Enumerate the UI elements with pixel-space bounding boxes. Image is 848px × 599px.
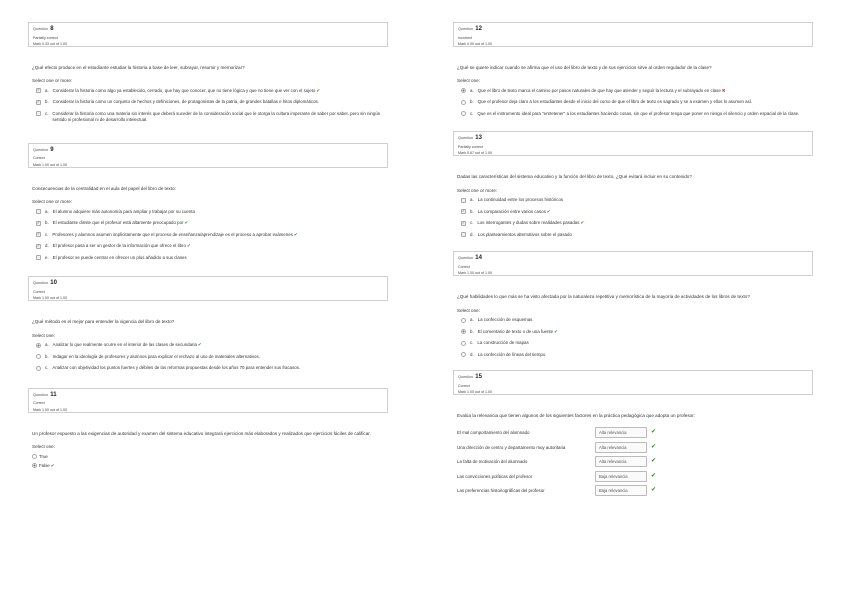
radio-selected[interactable] <box>461 329 466 334</box>
question-number: Question 8 <box>33 26 54 32</box>
question-14-prompt: Select one: <box>457 307 480 313</box>
question-10-prompt: Select one: <box>32 332 55 338</box>
question-11-text: Un profesor expuesto a las exigencias de autoridad y examen del sistema educativo integrará ejercicios más elaborados y realizados que ejercicios fáciles de calificar. <box>32 430 371 436</box>
correct-check-icon: ✔ <box>651 429 657 436</box>
question-14-text: ¿Qué habilidades lo que más se ha visto afectada por la naturaleza repetitiva y memorística de la mayoría de actividades de los libros de texto? <box>457 294 750 300</box>
question-grade: Mark 0.33 out of 1.00 <box>33 41 67 46</box>
question-state: Incorrect <box>458 35 472 40</box>
answer-true[interactable]: True <box>32 454 388 460</box>
relevance-select[interactable]: Alta relevancia <box>595 456 647 467</box>
radio[interactable] <box>461 111 466 116</box>
incorrect-cross-icon: ✖ <box>721 87 726 93</box>
question-number: Question 13 <box>458 135 482 142</box>
answer-option[interactable]: ✓ a. Considerar la historia como algo ya establecido, cerrado, que hay que conocer, que no tiene lógica y que no tiene que ver con el sujeto✔ <box>37 87 320 93</box>
answer-option[interactable]: ✓ b. La comparación entre varios casos✔ <box>462 208 551 214</box>
answer-option[interactable]: c. Considerar la historia como una materia sin interés que deberá suceder de la consideración social que le otorga la cultura imperante de saber por saber, pero sin ningún sentido ni profesional ni de desarrollo intelectual. <box>36 111 388 124</box>
question-8-answers <box>36 88 388 124</box>
correct-check-icon: ✔ <box>316 87 320 93</box>
answer-option[interactable]: a. La continuidad entre los procesos históricos <box>461 197 813 203</box>
question-14-answers <box>461 317 813 358</box>
question-13-info <box>453 131 813 156</box>
matching-row: Las preferencias historiográficas del profesor Baja relevancia ✔ <box>457 484 813 499</box>
question-10-info <box>28 276 388 301</box>
answer-option[interactable]: e. El profesor se puede centrar en ofrecer un plus añadido a sus clases <box>36 255 388 261</box>
radio-selected[interactable] <box>461 88 466 93</box>
question-number: Question 11 <box>33 391 57 398</box>
answer-false[interactable]: False✔ <box>32 463 388 469</box>
checkbox-checked[interactable]: ✓ <box>37 232 41 237</box>
question-15-text: Evalúa la relevancia que tienen algunos de los siguientes factores en la práctica pedagógica que adopta un profesor: <box>457 413 696 419</box>
question-8-prompt: Select one or more: <box>32 78 73 84</box>
question-number: Question 12 <box>458 26 482 32</box>
answer-option[interactable]: b. Que el profesor deja claro a los estudiantes desde el inicio del curso de que el libro de texto es sagrado y se a examen y ellos lo asumen así. <box>461 99 813 105</box>
correct-check-icon: ✔ <box>50 463 55 469</box>
question-12-info <box>453 22 813 47</box>
correct-check-icon: ✔ <box>554 328 558 334</box>
answer-option[interactable]: c. La construcción de mapas <box>461 340 813 346</box>
checkbox[interactable] <box>461 198 466 203</box>
correct-check-icon: ✔ <box>546 208 551 214</box>
question-grade: Mark 1.00 out of 1.00 <box>33 296 67 301</box>
answer-option[interactable]: b. El comentario de texto o de una fuente✔ <box>461 329 813 335</box>
matching-row: Las convicciones políticas del profesor Baja relevancia ✔ <box>457 469 813 484</box>
question-grade: Mark 0.67 out of 1.00 <box>458 151 492 156</box>
correct-check-icon: ✔ <box>184 220 189 226</box>
matching-row: Una dirección de centro y departamento muy autoritaria Alta relevancia ✔ <box>457 440 813 455</box>
right-column <box>453 22 813 498</box>
checkbox-checked[interactable]: ✓ <box>462 220 466 225</box>
question-8-info <box>28 22 388 47</box>
radio[interactable] <box>461 100 466 105</box>
question-grade: Mark 1.00 out of 1.00 <box>33 407 67 412</box>
question-10-answers <box>36 342 388 372</box>
correct-check-icon: ✔ <box>580 220 585 226</box>
question-13-prompt: Select one or more: <box>457 187 498 193</box>
answer-option[interactable]: b. Indagar en la ideología de profesores y alumnos para explicar el rechazo al uso de materiales alternativos. <box>36 354 388 360</box>
correct-check-icon: ✔ <box>651 472 657 479</box>
answer-option[interactable]: a. Que el libro de texto marca el camino por pasos naturales de que hay que atender y seguir la lectura y el subrayado en clase✖ <box>461 88 813 94</box>
checkbox-checked[interactable]: ✓ <box>37 243 41 248</box>
checkbox[interactable] <box>36 209 41 214</box>
checkbox-checked[interactable]: ✓ <box>37 220 41 225</box>
radio-selected[interactable] <box>32 463 37 468</box>
question-12-text: ¿Qué se quiere indicar cuando se afirma que el uso del libro de texto y de sus ejercicios sirve al orden regulador de la clase? <box>457 65 712 70</box>
question-grade: Mark 1.00 out of 1.00 <box>458 271 492 276</box>
correct-check-icon: ✔ <box>651 458 657 465</box>
answer-option[interactable]: a. Analizar lo que realmente ocurre en el interior de las clases de secundaria✔ <box>36 342 388 348</box>
relevance-select[interactable]: Alta relevancia <box>595 442 647 453</box>
question-state: Correct <box>458 264 470 269</box>
question-number: Question 10 <box>33 280 57 287</box>
question-11-prompt: Select one: <box>32 443 55 449</box>
question-state: Partially correct <box>458 144 483 149</box>
question-number: Question 14 <box>458 255 482 262</box>
answer-option[interactable]: c. Que es el instrumento ideal para "entretener" a los estudiantes haciendo cosas, sin que el profesor tenga que poner en riesgo el silencio y orden espacial de la clase. <box>461 111 813 117</box>
question-13-text: Dadas las características del sistema educativo y la función del libro de texto, ¿Qué evitará incluir en su contenido? <box>457 174 692 180</box>
answer-option[interactable]: ✓ b. Considerar la historia como un conjunto de hechos y definiciones, de protagonistas de la patria, de grandes batallas e hitos diplomáticos. <box>37 99 319 105</box>
question-grade: Mark 1.00 out of 1.00 <box>33 162 67 167</box>
question-8-text: ¿Qué efecto produce en el estudiante estudiar la historia a base de leer, subrayar, resumir y memorizar? <box>32 65 245 70</box>
radio[interactable] <box>32 454 37 459</box>
question-10-text: ¿Qué método es el mejor para entender la vigencia del libro de texto? <box>32 319 175 325</box>
radio[interactable] <box>36 354 41 359</box>
question-13-answers <box>461 197 813 238</box>
checkbox-checked[interactable]: ✓ <box>462 209 466 214</box>
radio[interactable] <box>36 366 41 371</box>
answer-option[interactable]: ✓ c. Profesores y alumnos asumen implícitamente que el proceso de enseñanza/aprendizaje es el proceso a aprobar exámenes✔ <box>37 231 298 237</box>
question-9-answers <box>36 209 388 262</box>
left-column <box>28 22 388 475</box>
question-state: Partially correct <box>33 35 58 40</box>
question-11-answers <box>32 454 388 470</box>
answer-option[interactable]: a. La confección de esquemas <box>461 317 813 323</box>
correct-check-icon: ✔ <box>186 243 191 249</box>
question-number: Question 9 <box>33 146 54 153</box>
correct-check-icon: ✔ <box>651 443 657 450</box>
question-11-info <box>28 388 388 413</box>
question-number: Question 15 <box>458 374 482 381</box>
answer-option[interactable]: a. El alumno adquiere más autonomía para ampliar y trabajar por su cuenta <box>36 209 388 215</box>
question-state: Correct <box>33 156 45 161</box>
question-grade: Mark 1.00 out of 1.00 <box>458 390 492 395</box>
correct-check-icon: ✔ <box>197 342 202 348</box>
radio[interactable] <box>461 352 466 357</box>
answer-option[interactable]: ✓ c. Los interrogantes y dudas sobre realidades pasadas✔ <box>462 220 585 226</box>
question-14-info <box>453 251 813 276</box>
relevance-select[interactable]: Baja relevancia <box>595 471 647 482</box>
matching-row: La falta de motivación del alumnado Alta relevancia ✔ <box>457 455 813 470</box>
answer-option[interactable]: d. Los planteamientos alternativos sobre el pasado <box>461 232 813 238</box>
question-state: Correct <box>458 383 470 388</box>
checkbox-checked[interactable]: ✓ <box>37 99 41 104</box>
answer-option[interactable]: c. Analizar con objetividad los puntos fuertes y débiles de las reformas propuestas desde los años 70 para entender sus fracasos. <box>36 365 388 371</box>
checkbox-checked[interactable]: ✓ <box>37 88 41 93</box>
checkbox[interactable] <box>461 232 466 237</box>
matching-row: El mal comportamiento del alumnado Alta relevancia ✔ <box>457 426 813 441</box>
radio[interactable] <box>461 341 466 346</box>
question-state: Correct <box>33 401 45 406</box>
correct-check-icon: ✔ <box>651 487 657 494</box>
answer-option[interactable]: ✓ b. El estudiante dimite que el profesor está altamente preocupado por✔ <box>37 220 189 226</box>
answer-option[interactable]: d. La confección de líneas del tiempo <box>461 352 813 358</box>
question-state: Correct <box>33 289 45 294</box>
question-9-text: Consecuencias de la centralidad en el aula del papel del libro de texto: <box>32 185 176 191</box>
question-15-info <box>453 370 813 395</box>
checkbox[interactable] <box>36 111 41 116</box>
relevance-select[interactable]: Alta relevancia <box>595 427 647 438</box>
question-9-prompt: Select one or more: <box>32 198 73 204</box>
question-15-matching <box>453 426 813 499</box>
question-12-answers <box>461 88 813 118</box>
radio[interactable] <box>461 318 466 323</box>
checkbox[interactable] <box>36 255 41 260</box>
correct-check-icon: ✔ <box>293 231 298 237</box>
relevance-select[interactable]: Baja relevancia <box>595 485 647 496</box>
question-12-prompt: Select one: <box>457 78 480 84</box>
answer-option[interactable]: ✓ d. El profesor pasa a ser un gestor de la información que ofrece el libro✔ <box>37 243 191 249</box>
question-grade: Mark 0.00 out of 1.00 <box>458 41 492 46</box>
question-9-info <box>28 143 388 168</box>
radio-selected[interactable] <box>36 343 41 348</box>
